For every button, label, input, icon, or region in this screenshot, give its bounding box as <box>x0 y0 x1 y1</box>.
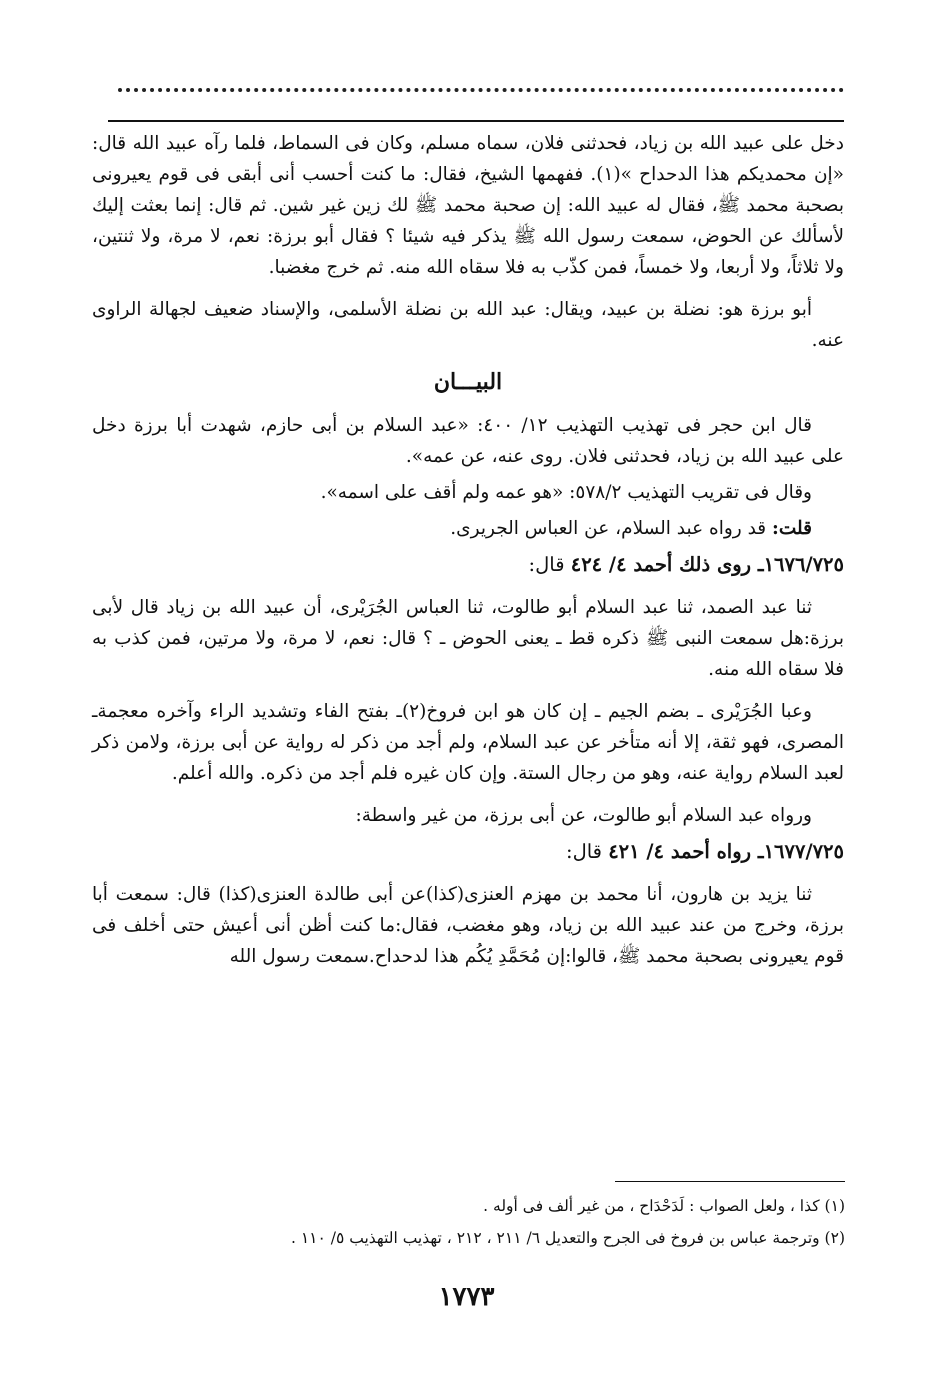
hadith-number-1676: ١٦٧٦/٧٢٥ـ روى ذلك أحمد ٤/ ٤٢٤ <box>570 553 844 576</box>
page-number: ١٧٧٣ <box>438 1282 495 1312</box>
footnote-2: (٢) وترجمة عباس بن فروخ فى الجرح والتعديل ٦/ ٢١١ ، ٢١٢ ، تهذيب التهذيب ٥/ ١١٠ . <box>291 1229 845 1247</box>
hadith-heading-1676 <box>92 549 844 580</box>
paragraph-hadith-1676: ثنا عبد الصمد، ثنا عبد السلام أبو طالوت، ثنا العباس الجُرَيْرى، أن عبيد الله بن زياد قال لأبى برزة:هل سمعت النبى ﷺ ذكره قط ـ يعنى الحوض ـ ؟ قال: نعم، لا مرة، ولا مرتين، فمن كذب به فلا سقاه الله منه. <box>92 597 844 680</box>
hadith-qal-1676: قال: <box>528 553 571 576</box>
qultu-text: قد رواه عبد السلام، عن العباس الجريرى. <box>450 518 773 539</box>
hadith-qal-1677: قال: <box>566 840 609 863</box>
footnote-1: (١) كذا ، ولعل الصواب : لَدَحْدَاح ، من غير ألف فى أوله . <box>483 1197 845 1215</box>
paragraph-abu-talut: ورواه عبد السلام أبو طالوت، عن أبى برزة، من غير واسطة: <box>355 805 812 826</box>
paragraph-taqrib: وقال فى تقريب التهذيب ٥٧٨/٢: «هو عمه ولم أقف على اسمه». <box>320 482 812 503</box>
paragraph-ibn-hajar: قال ابن حجر فى تهذيب التهذيب ١٢/ ٤٠٠: «عبد السلام بن أبى حازم، شهدت أبا برزة دخل على عبيد الله بن زياد، فحدثنى فلان. روى عنه، عن عمه». <box>92 415 844 467</box>
paragraph-narrator-note: أبو برزة هو: نضلة بن عبيد، ويقال: عبد الله بن نضلة الأسلمى، والإسناد ضعيف لجهالة الراوى عنه. <box>92 299 844 351</box>
page-body <box>92 128 844 983</box>
paragraph-qultu <box>92 513 844 544</box>
footnotes <box>150 1190 845 1254</box>
paragraph-jurayri-note: وعبا الجُرَيْرى ـ بضم الجيم ـ إن كان هو ابن فروخ(٢)ـ بفتح الفاء وتشديد الراء وآخره معجمةـ المصرى، فهو ثقة، إلا أنه متأخر عن عبد السلام، ولم أجد من ذكر له رواية عن أبى برزة، ولامن ذكر لعبد السلام رواية عنه، وهو من رجال الستة. وإن كان غيره فلم أجد من ذكره. والله أعلم. <box>92 701 844 784</box>
top-rule <box>108 120 844 122</box>
paragraph-hadith-1677: ثنا يزيد بن هارون، أنا محمد بن مهزم العنزى(كذا)عن أبى طالدة العنزى(كذا) قال: سمعت أبا برزة، وخرج من عند عبيد الله بن زياد، وهو مغضب، فقال:ما كنت أظن أنى أعيش حتى أخلف فى قوم يعيرونى بصحبة محمد ﷺ، قالوا:إن مُحَمَّدِ يُكُم هذا لدحداح.سمعت رسول الله <box>92 884 844 967</box>
qultu-label: قلت: <box>772 518 812 539</box>
paragraph-continuation: دخل على عبيد الله بن زياد، فحدثنى فلان، سماه مسلم، وكان فى السماط، فلما رآه عبيد الله قال: «إن محمديكم هذا الدحداح »(١). ففهمها الشيخ، فقال: ما كنت أحسب أنى أبقى فى قوم يعيرونى بصحبة محمد ﷺ، فقال له عبيد الله: إن صحبة محمد ﷺ لك زين غير شين. ثم قال: إنما بعثت إليك لأسألك عن الحوض، سمعت رسول الله ﷺ يذكر فيه شيئا ؟ فقال أبو برزة: نعم، لا مرة، ولا ثنتين، ولا ثلاثاً، ولا أربعا، ولا خمساً، فمن كذّب به فلا سقاه الله منه. ثم خرج مغضبا. <box>92 133 844 278</box>
hadith-heading-1677 <box>92 836 844 867</box>
hadith-number-1677: ١٦٧٧/٧٢٥ـ رواه أحمد ٤/ ٤٢١ <box>608 840 844 863</box>
footnote-rule <box>615 1181 845 1182</box>
section-heading: البيـــان <box>433 369 503 395</box>
dotted-separator <box>118 88 844 92</box>
